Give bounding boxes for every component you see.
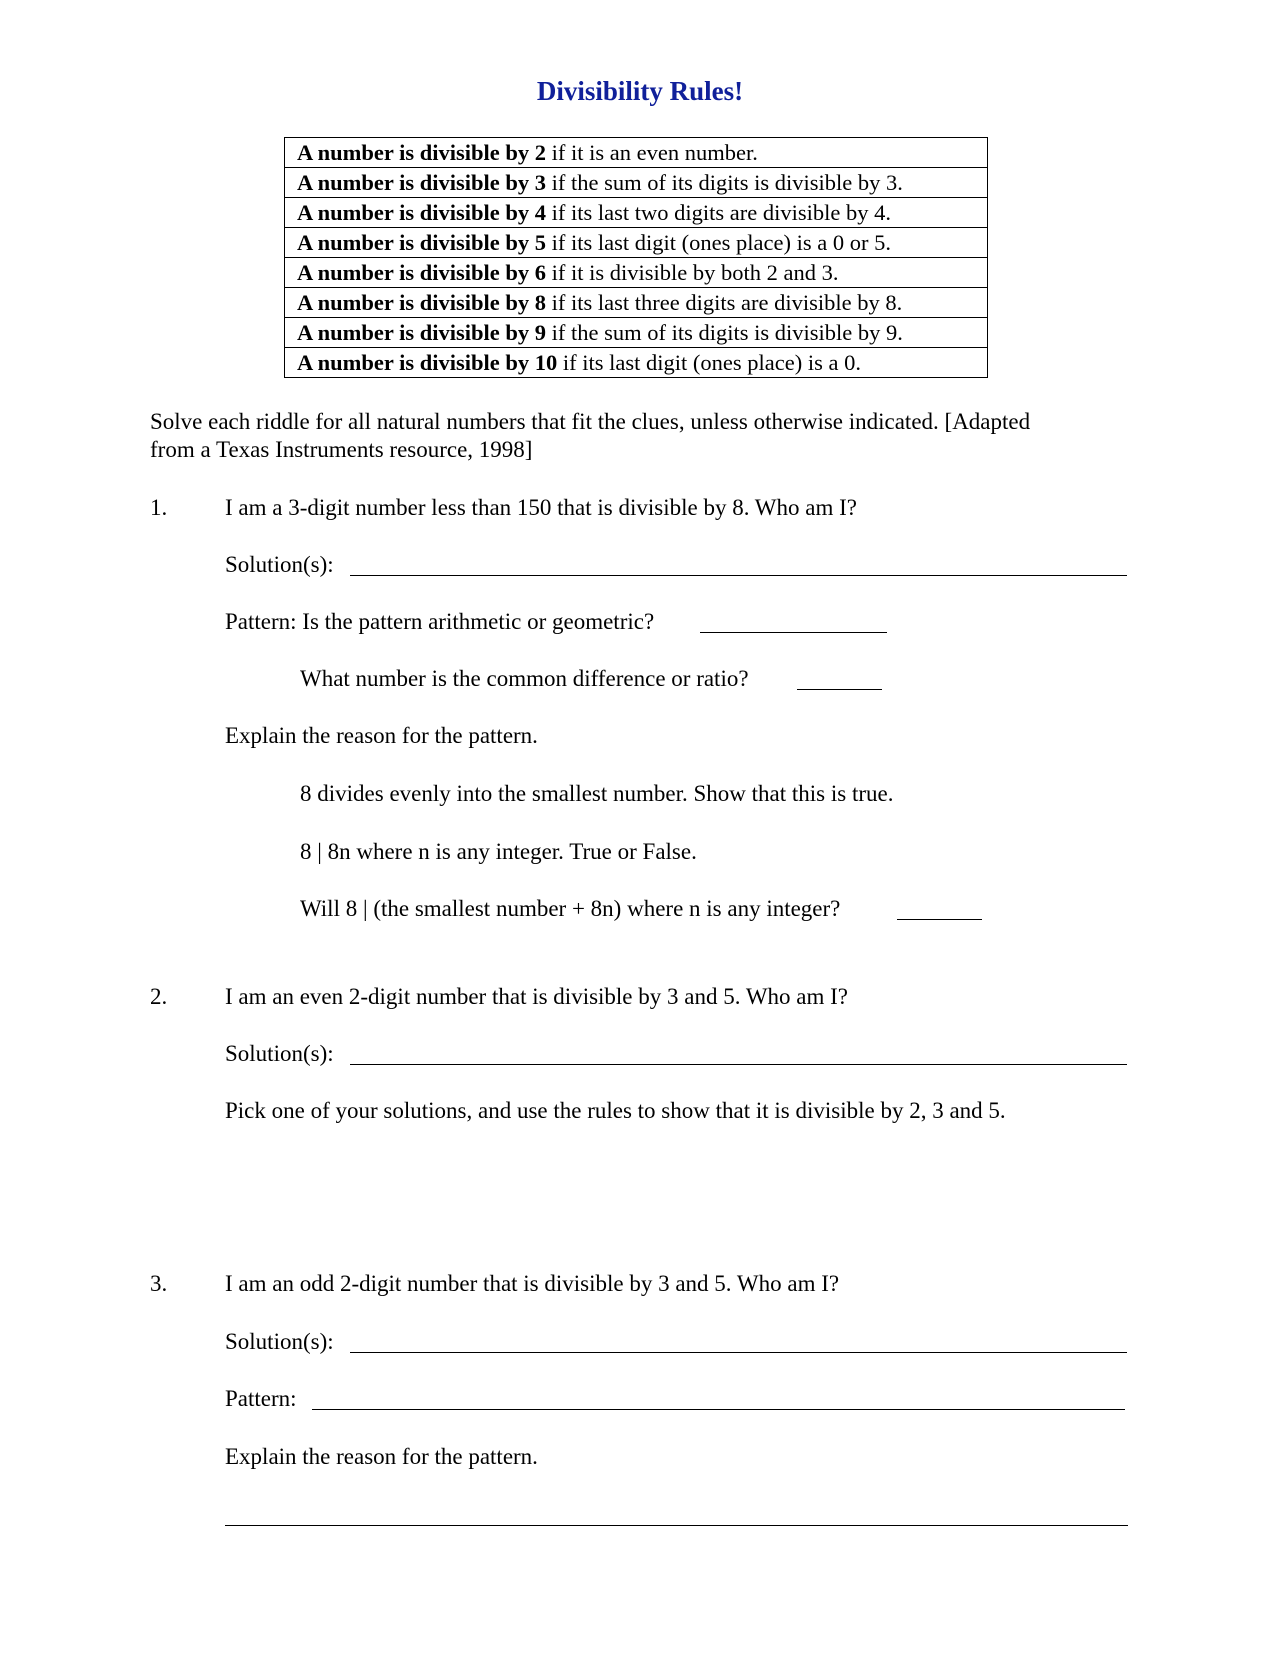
- q2-pick-instruction: Pick one of your solutions, and use the rules to show that it is divisible by 2, 3 and 5.: [225, 1098, 1006, 1123]
- rule-bold-text: A number is divisible by 3: [297, 169, 547, 195]
- rule-bold-text: A number is divisible by 6: [297, 259, 547, 285]
- rule-cell: [285, 348, 988, 378]
- q3-explain-label: Explain the reason for the pattern.: [225, 1444, 538, 1469]
- q1-common-difference-answer-line[interactable]: [797, 689, 882, 690]
- page-title: Divisibility Rules!: [536, 76, 744, 106]
- q1-step-2: 8 | 8n where n is any integer. True or False.: [300, 839, 697, 864]
- question-2-number: 2.: [150, 984, 168, 1009]
- q1-step-1: 8 divides evenly into the smallest number. Show that this is true.: [300, 781, 894, 806]
- q3-explain-answer-line[interactable]: [225, 1525, 1128, 1526]
- rule-condition-text: if it is divisible by both 2 and 3.: [546, 259, 839, 285]
- rule-cell: [285, 138, 988, 168]
- q3-pattern-answer-line[interactable]: [312, 1409, 1125, 1410]
- rule-bold-text: A number is divisible by 5: [297, 229, 547, 255]
- q3-solution-answer-line[interactable]: [350, 1352, 1127, 1353]
- q3-pattern-label: Pattern:: [225, 1386, 297, 1411]
- question-1-number: 1.: [150, 495, 168, 520]
- q1-common-difference-label: What number is the common difference or ratio?: [300, 666, 749, 691]
- divisibility-rules-table: [284, 137, 988, 378]
- rule-cell: [285, 228, 988, 258]
- question-3-number: 3.: [150, 1271, 168, 1296]
- rule-row: [285, 288, 988, 318]
- q1-pattern-answer-line[interactable]: [700, 632, 887, 633]
- rule-condition-text: if the sum of its digits is divisible by 3.: [546, 169, 903, 195]
- rule-bold-text: A number is divisible by 4: [297, 199, 547, 225]
- q2-solution-label: Solution(s):: [225, 1041, 334, 1066]
- rule-cell: [285, 258, 988, 288]
- q2-solution-answer-line[interactable]: [350, 1064, 1127, 1065]
- intro-text-line-1: Solve each riddle for all natural numbers that fit the clues, unless otherwise indicated. [Adapted: [150, 409, 1031, 434]
- rule-condition-text: if its last three digits are divisible by 8.: [546, 289, 903, 315]
- rule-condition-text: if the sum of its digits is divisible by 9.: [546, 319, 903, 345]
- rule-bold-text: A number is divisible by 10: [297, 349, 558, 375]
- q3-solution-label: Solution(s):: [225, 1329, 334, 1354]
- rule-condition-text: if its last two digits are divisible by 4.: [546, 199, 892, 225]
- q1-step-3: Will 8 | (the smallest number + 8n) where n is any integer?: [300, 896, 841, 921]
- q1-solution-answer-line[interactable]: [350, 575, 1127, 576]
- rule-condition-text: if its last digit (ones place) is a 0 or 5.: [546, 229, 891, 255]
- q1-solution-label: Solution(s):: [225, 552, 334, 577]
- question-1-text: I am a 3-digit number less than 150 that is divisible by 8. Who am I?: [225, 495, 857, 520]
- rule-bold-text: A number is divisible by 9: [297, 319, 547, 345]
- rule-condition-text: if its last digit (ones place) is a 0.: [557, 349, 861, 375]
- rule-row: [285, 198, 988, 228]
- question-2-text: I am an even 2-digit number that is divisible by 3 and 5. Who am I?: [225, 984, 848, 1009]
- q1-explain-label: Explain the reason for the pattern.: [225, 723, 538, 748]
- rule-cell: [285, 288, 988, 318]
- rule-row: [285, 318, 988, 348]
- rule-row: [285, 258, 988, 288]
- q1-pattern-label: Pattern: Is the pattern arithmetic or geometric?: [225, 609, 655, 634]
- rule-bold-text: A number is divisible by 2: [297, 139, 547, 165]
- intro-text-line-2: from a Texas Instruments resource, 1998]: [150, 437, 533, 462]
- rule-cell: [285, 318, 988, 348]
- rule-row: [285, 138, 988, 168]
- rule-cell: [285, 198, 988, 228]
- rule-bold-text: A number is divisible by 8: [297, 289, 547, 315]
- question-3-text: I am an odd 2-digit number that is divisible by 3 and 5. Who am I?: [225, 1271, 840, 1296]
- rule-condition-text: if it is an even number.: [546, 139, 758, 165]
- rule-row: [285, 228, 988, 258]
- rule-cell: [285, 168, 988, 198]
- q1-step-3-answer-line[interactable]: [897, 919, 982, 920]
- rule-row: [285, 168, 988, 198]
- rule-row: [285, 348, 988, 378]
